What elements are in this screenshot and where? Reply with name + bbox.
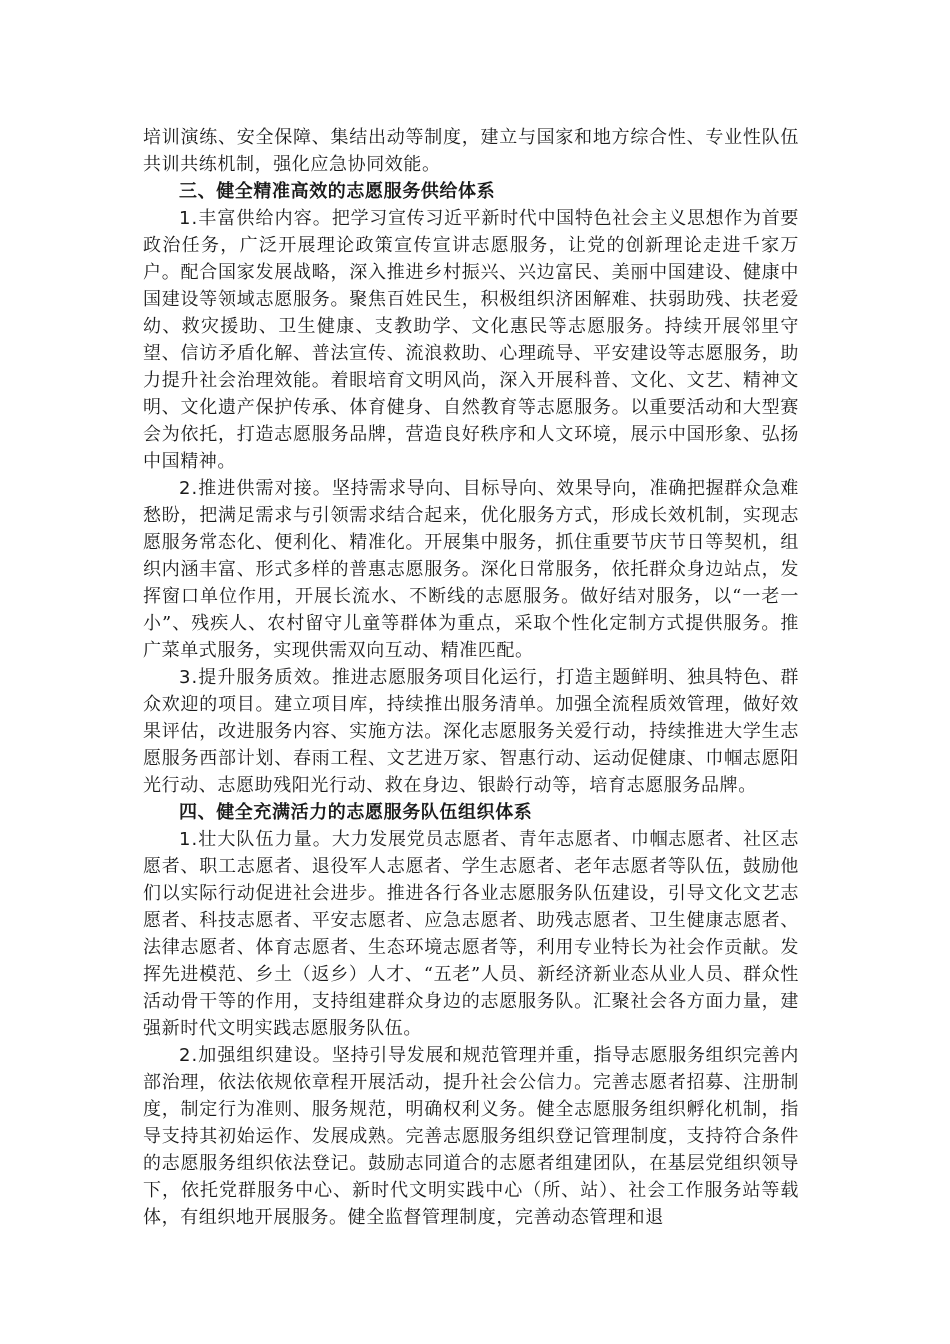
- paragraph-enrich-supply: [143, 205, 799, 475]
- paragraph-text: 坚持需求导向、目标导向、效果导向，准确把握群众急难愁盼，把满足需求与引领需求结合起来，优化服务方式，形成长效机制，实现志愿服务常态化、便利化、精准化。开展集中服务，抓住重要节庆节日等契机，组织内涵丰富、形式多样的普惠志愿服务。深化日常服务，依托群众身边站点，发挥窗口单位作用，开展长流水、不断线的志愿服务。做好结对服务，以“一老一小”、残疾人、农村留守儿童等群体为重点，采取个性化定制方式提供服务。推广菜单式服务，实现供需双向互动、精准匹配。: [143, 478, 799, 661]
- section-heading-3: 三、健全精准高效的志愿服务供给体系: [179, 181, 496, 202]
- paragraph-lead: 1.壮大队伍力量。: [179, 829, 332, 850]
- section-heading-4: 四、健全充满活力的志愿服务队伍组织体系: [179, 802, 533, 823]
- paragraph-supply-demand: [143, 475, 799, 664]
- paragraph-lead: 2.推进供需对接。: [179, 478, 332, 499]
- paragraph-service-quality: [143, 664, 799, 799]
- paragraph-text: 培训演练、安全保障、集结出动等制度，建立与国家和地方综合性、专业性队伍共训共练机制，强化应急协同效能。: [143, 127, 799, 175]
- paragraph-lead: 2.加强组织建设。: [179, 1045, 332, 1066]
- paragraph-lead: 3.提升服务质效。: [179, 667, 332, 688]
- document-body: [143, 124, 799, 1231]
- paragraph-team-strength: [143, 826, 799, 1042]
- paragraph-text: 坚持引导发展和规范管理并重，指导志愿服务组织完善内部治理，依法依规依章程开展活动，提升社会公信力。完善志愿者招募、注册制度，制定行为准则、服务规范，明确权利义务。健全志愿服务组织孵化机制，指导支持其初始运作、发展成熟。完善志愿服务组织登记管理制度，支持符合条件的志愿服务组织依法登记。鼓励志同道合的志愿者组建团队，在基层党组织领导下，依托党群服务中心、新时代文明实践中心（所、站）、社会工作服务站等载体，有组织地开展服务。健全监督管理制度，完善动态管理和退: [143, 1045, 799, 1228]
- paragraph-text: 大力发展党员志愿者、青年志愿者、巾帼志愿者、社区志愿者、职工志愿者、退役军人志愿者、学生志愿者、老年志愿者等队伍，鼓励他们以实际行动促进社会进步。推进各行各业志愿服务队伍建设，引导文化文艺志愿者、科技志愿者、平安志愿者、应急志愿者、助残志愿者、卫生健康志愿者、法律志愿者、体育志愿者、生态环境志愿者等，利用专业特长为社会作贡献。发挥先进模范、乡土（返乡）人才、“五老”人员、新经济新业态从业人员、群众性活动骨干等的作用，支持组建群众身边的志愿服务队。汇聚社会各方面力量，建强新时代文明实践志愿服务队伍。: [143, 829, 799, 1039]
- paragraph-text: 推进志愿服务项目化运行，打造主题鲜明、独具特色、群众欢迎的项目。建立项目库，持续推出服务清单。加强全流程质效管理，做好效果评估，改进服务内容、实施方法。深化志愿服务关爱行动，持续推进大学生志愿服务西部计划、春雨工程、文艺进万家、智惠行动、运动促健康、巾帼志愿阳光行动、志愿助残阳光行动、救在身边、银龄行动等，培育志愿服务品牌。: [143, 667, 799, 796]
- paragraph-lead: 1.丰富供给内容。: [179, 208, 332, 229]
- paragraph-organization-building: [143, 1042, 799, 1231]
- paragraph-continuation: [143, 124, 799, 178]
- paragraph-text: 把学习宣传习近平新时代中国特色社会主义思想作为首要政治任务，广泛开展理论政策宣传宣讲志愿服务，让党的创新理论走进千家万户。配合国家发展战略，深入推进乡村振兴、兴边富民、美丽中国建设、健康中国建设等领域志愿服务。聚焦百姓民生，积极组织济困解难、扶弱助残、扶老爱幼、救灾援助、卫生健康、支教助学、文化惠民等志愿服务。持续开展邻里守望、信访矛盾化解、普法宣传、流浪救助、心理疏导、平安建设等志愿服务，助力提升社会治理效能。着眼培育文明风尚，深入开展科普、文化、文艺、精神文明、文化遗产保护传承、体育健身、自然教育等志愿服务。以重要活动和大型赛会为依托，打造志愿服务品牌，营造良好秩序和人文环境，展示中国形象、弘扬中国精神。: [143, 208, 799, 472]
